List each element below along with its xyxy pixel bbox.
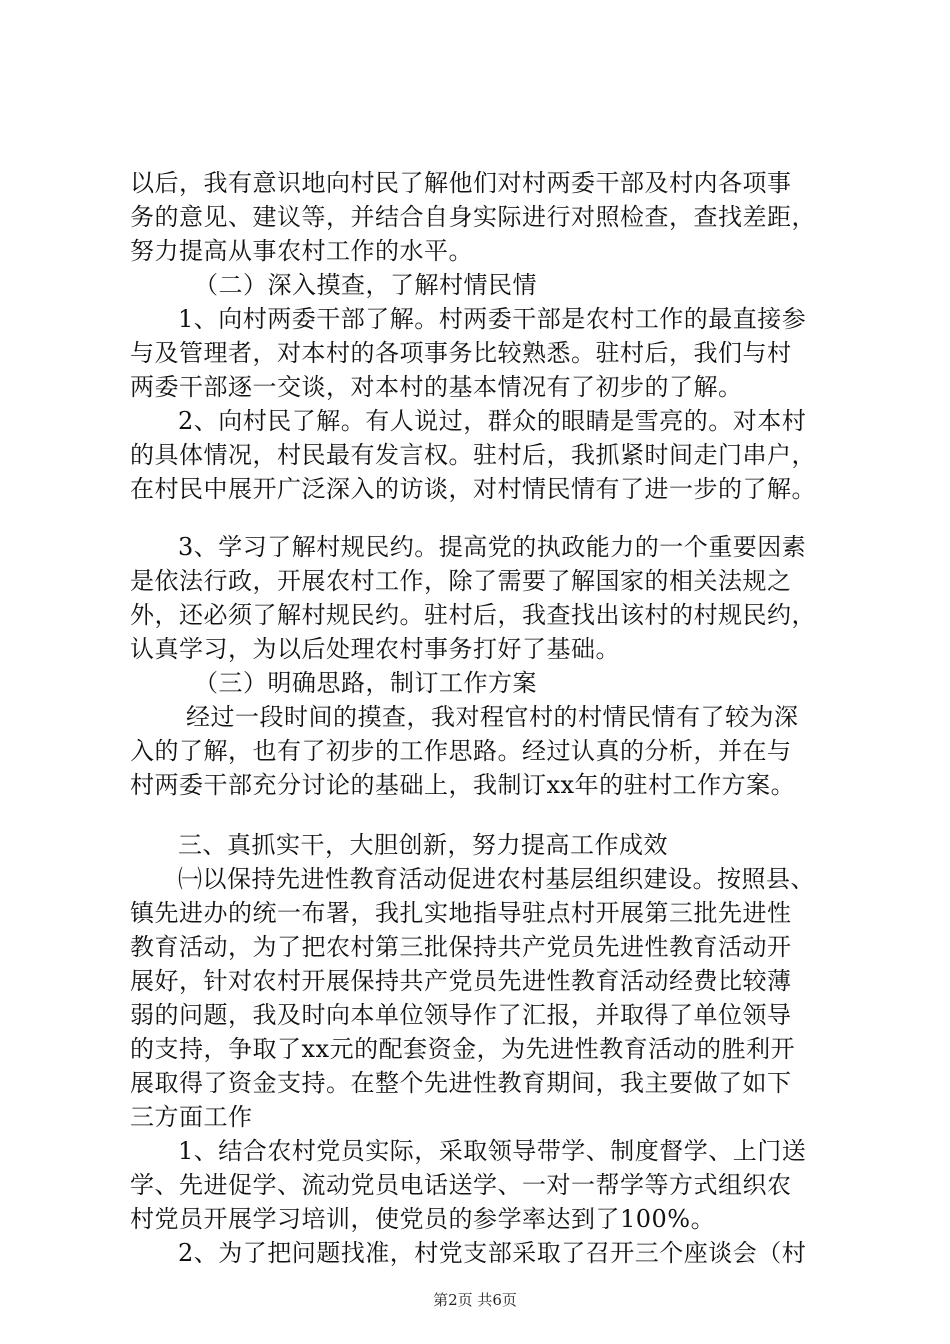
text-line: 的具体情况，村民最有发言权。驻村后，我抓紧时间走门串户， bbox=[130, 441, 816, 469]
section-heading: （二）深入摸查，了解村情民情 bbox=[194, 271, 537, 299]
text-line: 经过一段时间的摸查，我对程官村的村情民情有了较为深 bbox=[186, 703, 799, 731]
text-line: 的支持，争取了xx元的配套资金，为先进性教育活动的胜利开 bbox=[130, 1035, 796, 1063]
text-line: 三方面工作 bbox=[130, 1103, 253, 1131]
text-line: 在村民中展开广泛深入的访谈，对村情民情有了进一步的了解。 bbox=[130, 475, 816, 503]
text-line: 入的了解，也有了初步的工作思路。经过认真的分析，并在与 bbox=[130, 737, 792, 765]
text-line: 是依法行政，开展农村工作，除了需要了解国家的相关法规之 bbox=[130, 567, 792, 595]
text-line: 村党员开展学习培训，使党员的参学率达到了100%。 bbox=[130, 1205, 716, 1233]
text-line: 认真学习，为以后处理农村事务打好了基础。 bbox=[130, 635, 620, 663]
text-line: 展好，针对农村开展保持共产党员先进性教育活动经费比较薄 bbox=[130, 967, 792, 995]
text-line: 学、先进促学、流动党员电话送学、一对一帮学等方式组织农 bbox=[130, 1171, 792, 1199]
text-line: 与及管理者，对本村的各项事务比较熟悉。驻村后，我们与村 bbox=[130, 339, 792, 367]
section-heading: （三）明确思路，制订工作方案 bbox=[194, 669, 537, 697]
text-line: 以后，我有意识地向村民了解他们对村两委干部及村内各项事 bbox=[130, 169, 792, 197]
text-line: 展取得了资金支持。在整个先进性教育期间，我主要做了如下 bbox=[130, 1069, 792, 1097]
text-line: ㈠以保持先进性教育活动促进农村基层组织建设。按照县、 bbox=[178, 865, 815, 893]
section-heading: 三、真抓实干，大胆创新，努力提高工作成效 bbox=[178, 831, 668, 859]
text-line: 3、学习了解村规民约。提高党的执政能力的一个重要因素 bbox=[178, 533, 807, 561]
text-line: 外，还必须了解村规民约。驻村后，我查找出该村的村规民约， bbox=[130, 601, 816, 629]
text-line: 两委干部逐一交谈，对本村的基本情况有了初步的了解。 bbox=[130, 373, 743, 401]
text-line: 镇先进办的统一布署，我扎实地指导驻点村开展第三批先进性 bbox=[130, 899, 792, 927]
text-line: 弱的问题，我及时向本单位领导作了汇报，并取得了单位领导 bbox=[130, 1001, 792, 1029]
text-line: 教育活动，为了把农村第三批保持共产党员先进性教育活动开 bbox=[130, 933, 792, 961]
text-line: 1、向村两委干部了解。村两委干部是农村工作的最直接参 bbox=[178, 305, 807, 333]
text-line: 2、为了把问题找准，村党支部采取了召开三个座谈会（村 bbox=[178, 1239, 807, 1267]
text-line: 2、向村民了解。有人说过，群众的眼睛是雪亮的。对本村 bbox=[178, 407, 807, 435]
text-line: 1、结合农村党员实际，采取领导带学、制度督学、上门送 bbox=[178, 1137, 807, 1165]
page-number: 第2页 共6页 bbox=[433, 1291, 517, 1309]
text-line: 务的意见、建议等，并结合自身实际进行对照检查，查找差距， bbox=[130, 203, 816, 231]
text-line: 村两委干部充分讨论的基础上，我制订xx年的驻村工作方案。 bbox=[130, 771, 796, 799]
text-line: 努力提高从事农村工作的水平。 bbox=[130, 237, 473, 265]
